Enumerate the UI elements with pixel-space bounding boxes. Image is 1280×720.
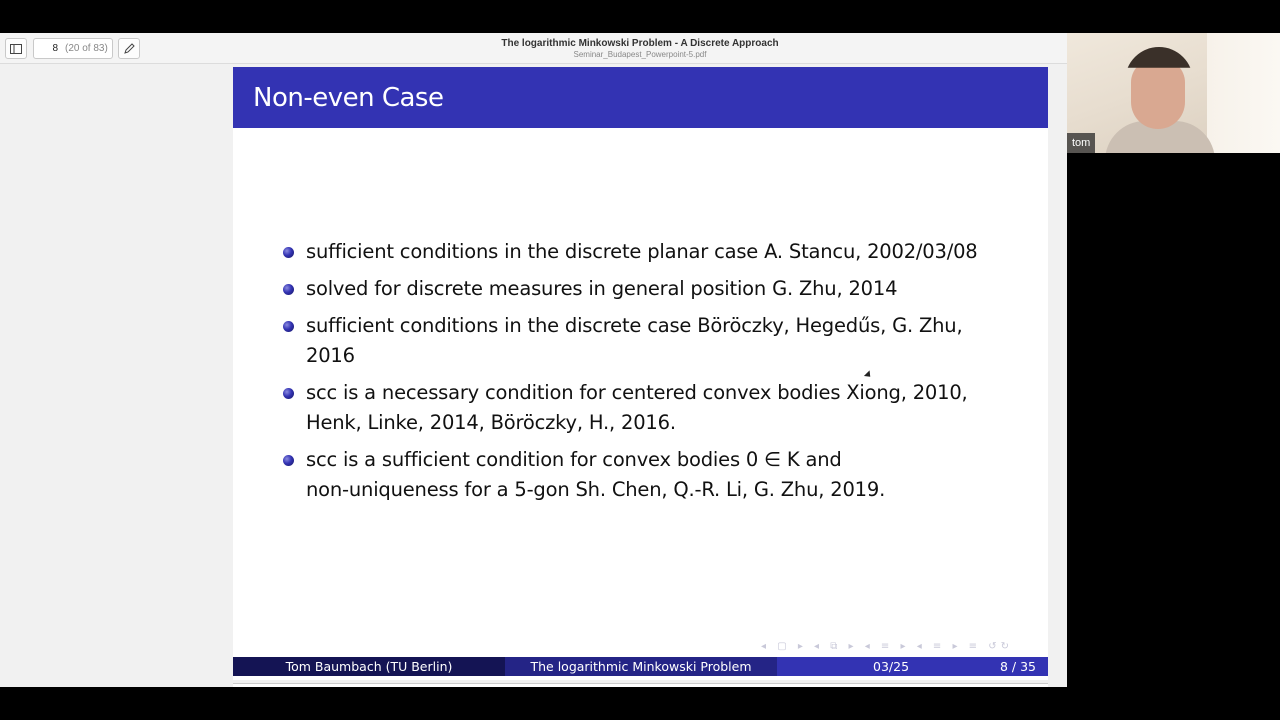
- pdf-viewer: [0, 33, 1067, 687]
- bullet-text: non-uniqueness for a 5-gon Sh. Chen, Q.-R. Li, G. Zhu, 2019.: [306, 478, 886, 501]
- footer-title: The logarithmic Minkowski Problem: [505, 657, 777, 676]
- bullet-text: Henk, Linke, 2014, Böröczky, H., 2016.: [306, 411, 676, 434]
- slide-footer: [233, 657, 1048, 676]
- slide-page: [233, 67, 1048, 680]
- participant-name: tom: [1067, 133, 1095, 153]
- viewer-toolbar: [0, 33, 1067, 64]
- document-title: The logarithmic Minkowski Problem - A Discrete Approach: [501, 38, 779, 49]
- footer-author: Tom Baumbach (TU Berlin): [233, 657, 505, 676]
- bullet-icon: [283, 284, 294, 295]
- slide-title: Non-even Case: [253, 83, 444, 113]
- bullet-icon: [283, 247, 294, 258]
- list-item: [283, 445, 1028, 505]
- document-filename: Seminar_Budapest_Powerpoint-5.pdf: [573, 50, 707, 59]
- next-page-edge: [233, 683, 1048, 687]
- bullet-icon: [283, 455, 294, 466]
- bullet-text: sufficient conditions in the discrete planar case A. Stancu, 2002/03/08: [306, 240, 978, 263]
- slide-header: [233, 67, 1048, 128]
- background-window: [1207, 33, 1280, 153]
- page-total: (20 of 83): [65, 43, 108, 54]
- bullet-text: scc is a necessary condition for centered convex bodies Xiong, 2010,: [306, 381, 968, 404]
- list-item: [283, 378, 1028, 438]
- bullet-text: sufficient conditions in the discrete case Böröczky, Hegedűs, G. Zhu,: [306, 314, 963, 337]
- footer-page-number: 8 / 35: [999, 659, 1036, 674]
- bullet-icon: [283, 388, 294, 399]
- footer-right: [777, 657, 1048, 676]
- current-page[interactable]: 8: [52, 43, 58, 54]
- footer-date: 03/25: [873, 659, 910, 674]
- list-item: [283, 237, 1028, 267]
- webcam-video: [1067, 33, 1280, 153]
- list-item: [283, 311, 1028, 371]
- bullet-list: [283, 237, 1028, 512]
- bullet-text: 2016: [306, 344, 355, 367]
- beamer-navigation-icons[interactable]: ◂ ▢ ▸ ◂ ⧉ ▸ ◂ ≡ ▸ ◂ ≡ ▸ ≡ ↺↻: [761, 641, 1013, 652]
- list-item: [283, 274, 1028, 304]
- bullet-icon: [283, 321, 294, 332]
- bullet-text: solved for discrete measures in general position G. Zhu, 2014: [306, 277, 898, 300]
- bullet-text: scc is a sufficient condition for convex bodies 0 ∈ K and: [306, 448, 842, 471]
- person-face: [1131, 59, 1185, 129]
